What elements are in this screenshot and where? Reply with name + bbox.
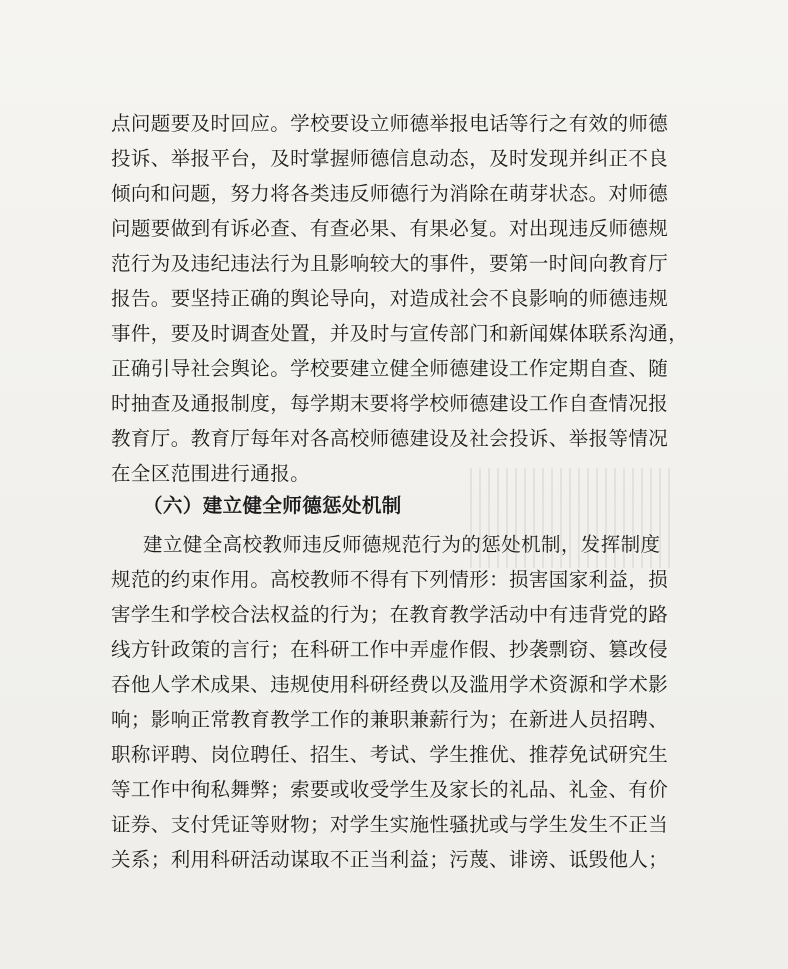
text-line: 建立健全高校教师违反师德规范行为的惩处机制，发挥制度 xyxy=(143,533,661,556)
text-line: 等工作中徇私舞弊；索要或收受学生及家长的礼品、礼金、有价 xyxy=(111,778,669,801)
paragraph-2 xyxy=(111,527,711,877)
paragraph-1 xyxy=(111,106,711,491)
text-line: 线方针政策的言行；在科研工作中弄虚作假、抄袭剽窃、篡改侵 xyxy=(111,638,669,661)
section-heading: （六）建立健全师德惩处机制 xyxy=(143,494,402,517)
text-line: 范行为及违纪违法行为且影响较大的事件，要第一时间向教育厅 xyxy=(111,252,669,275)
text-line: 投诉、举报平台，及时掌握师德信息动态，及时发现并纠正不良 xyxy=(111,147,669,170)
text-line: 职称评聘、岗位聘任、招生、考试、学生推优、推荐免试研究生 xyxy=(111,743,669,766)
text-line: 正确引导社会舆论。学校要建立健全师德建设工作定期自查、随 xyxy=(111,357,669,380)
text-line: 报告。要坚持正确的舆论导向，对造成社会不良影响的师德违规 xyxy=(111,287,669,310)
text-line: 点问题要及时回应。学校要设立师德举报电话等行之有效的师德 xyxy=(111,112,669,135)
text-line: 证券、支付凭证等财物；对学生实施性骚扰或与学生发生不正当 xyxy=(111,813,669,836)
text-line: 倾向和问题，努力将各类违反师德行为消除在萌芽状态。对师德 xyxy=(111,182,669,205)
text-line: 响；影响正常教育教学工作的兼职兼薪行为；在新进人员招聘、 xyxy=(111,708,669,731)
text-line: 事件，要及时调查处置，并及时与宣传部门和新闻媒体联系沟通， xyxy=(111,322,689,345)
text-line: 教育厅。教育厅每年对各高校师德建设及社会投诉、举报等情况 xyxy=(111,427,669,450)
text-line: 时抽查及通报制度，每学期末要将学校师德建设工作自查情况报 xyxy=(111,392,669,415)
text-line: 吞他人学术成果、违规使用科研经费以及滥用学术资源和学术影 xyxy=(111,673,669,696)
text-line: 害学生和学校合法权益的行为；在教育教学活动中有违背党的路 xyxy=(111,603,669,626)
text-line: 在全区范围进行通报。 xyxy=(111,462,311,485)
text-line: 问题要做到有诉必查、有查必果、有果必复。对出现违反师德规 xyxy=(111,217,669,240)
text-line: 规范的约束作用。高校教师不得有下列情形：损害国家利益，损 xyxy=(111,568,669,591)
text-line: 关系；利用科研活动谋取不正当利益；污蔑、诽谤、诋毁他人； xyxy=(111,848,669,871)
